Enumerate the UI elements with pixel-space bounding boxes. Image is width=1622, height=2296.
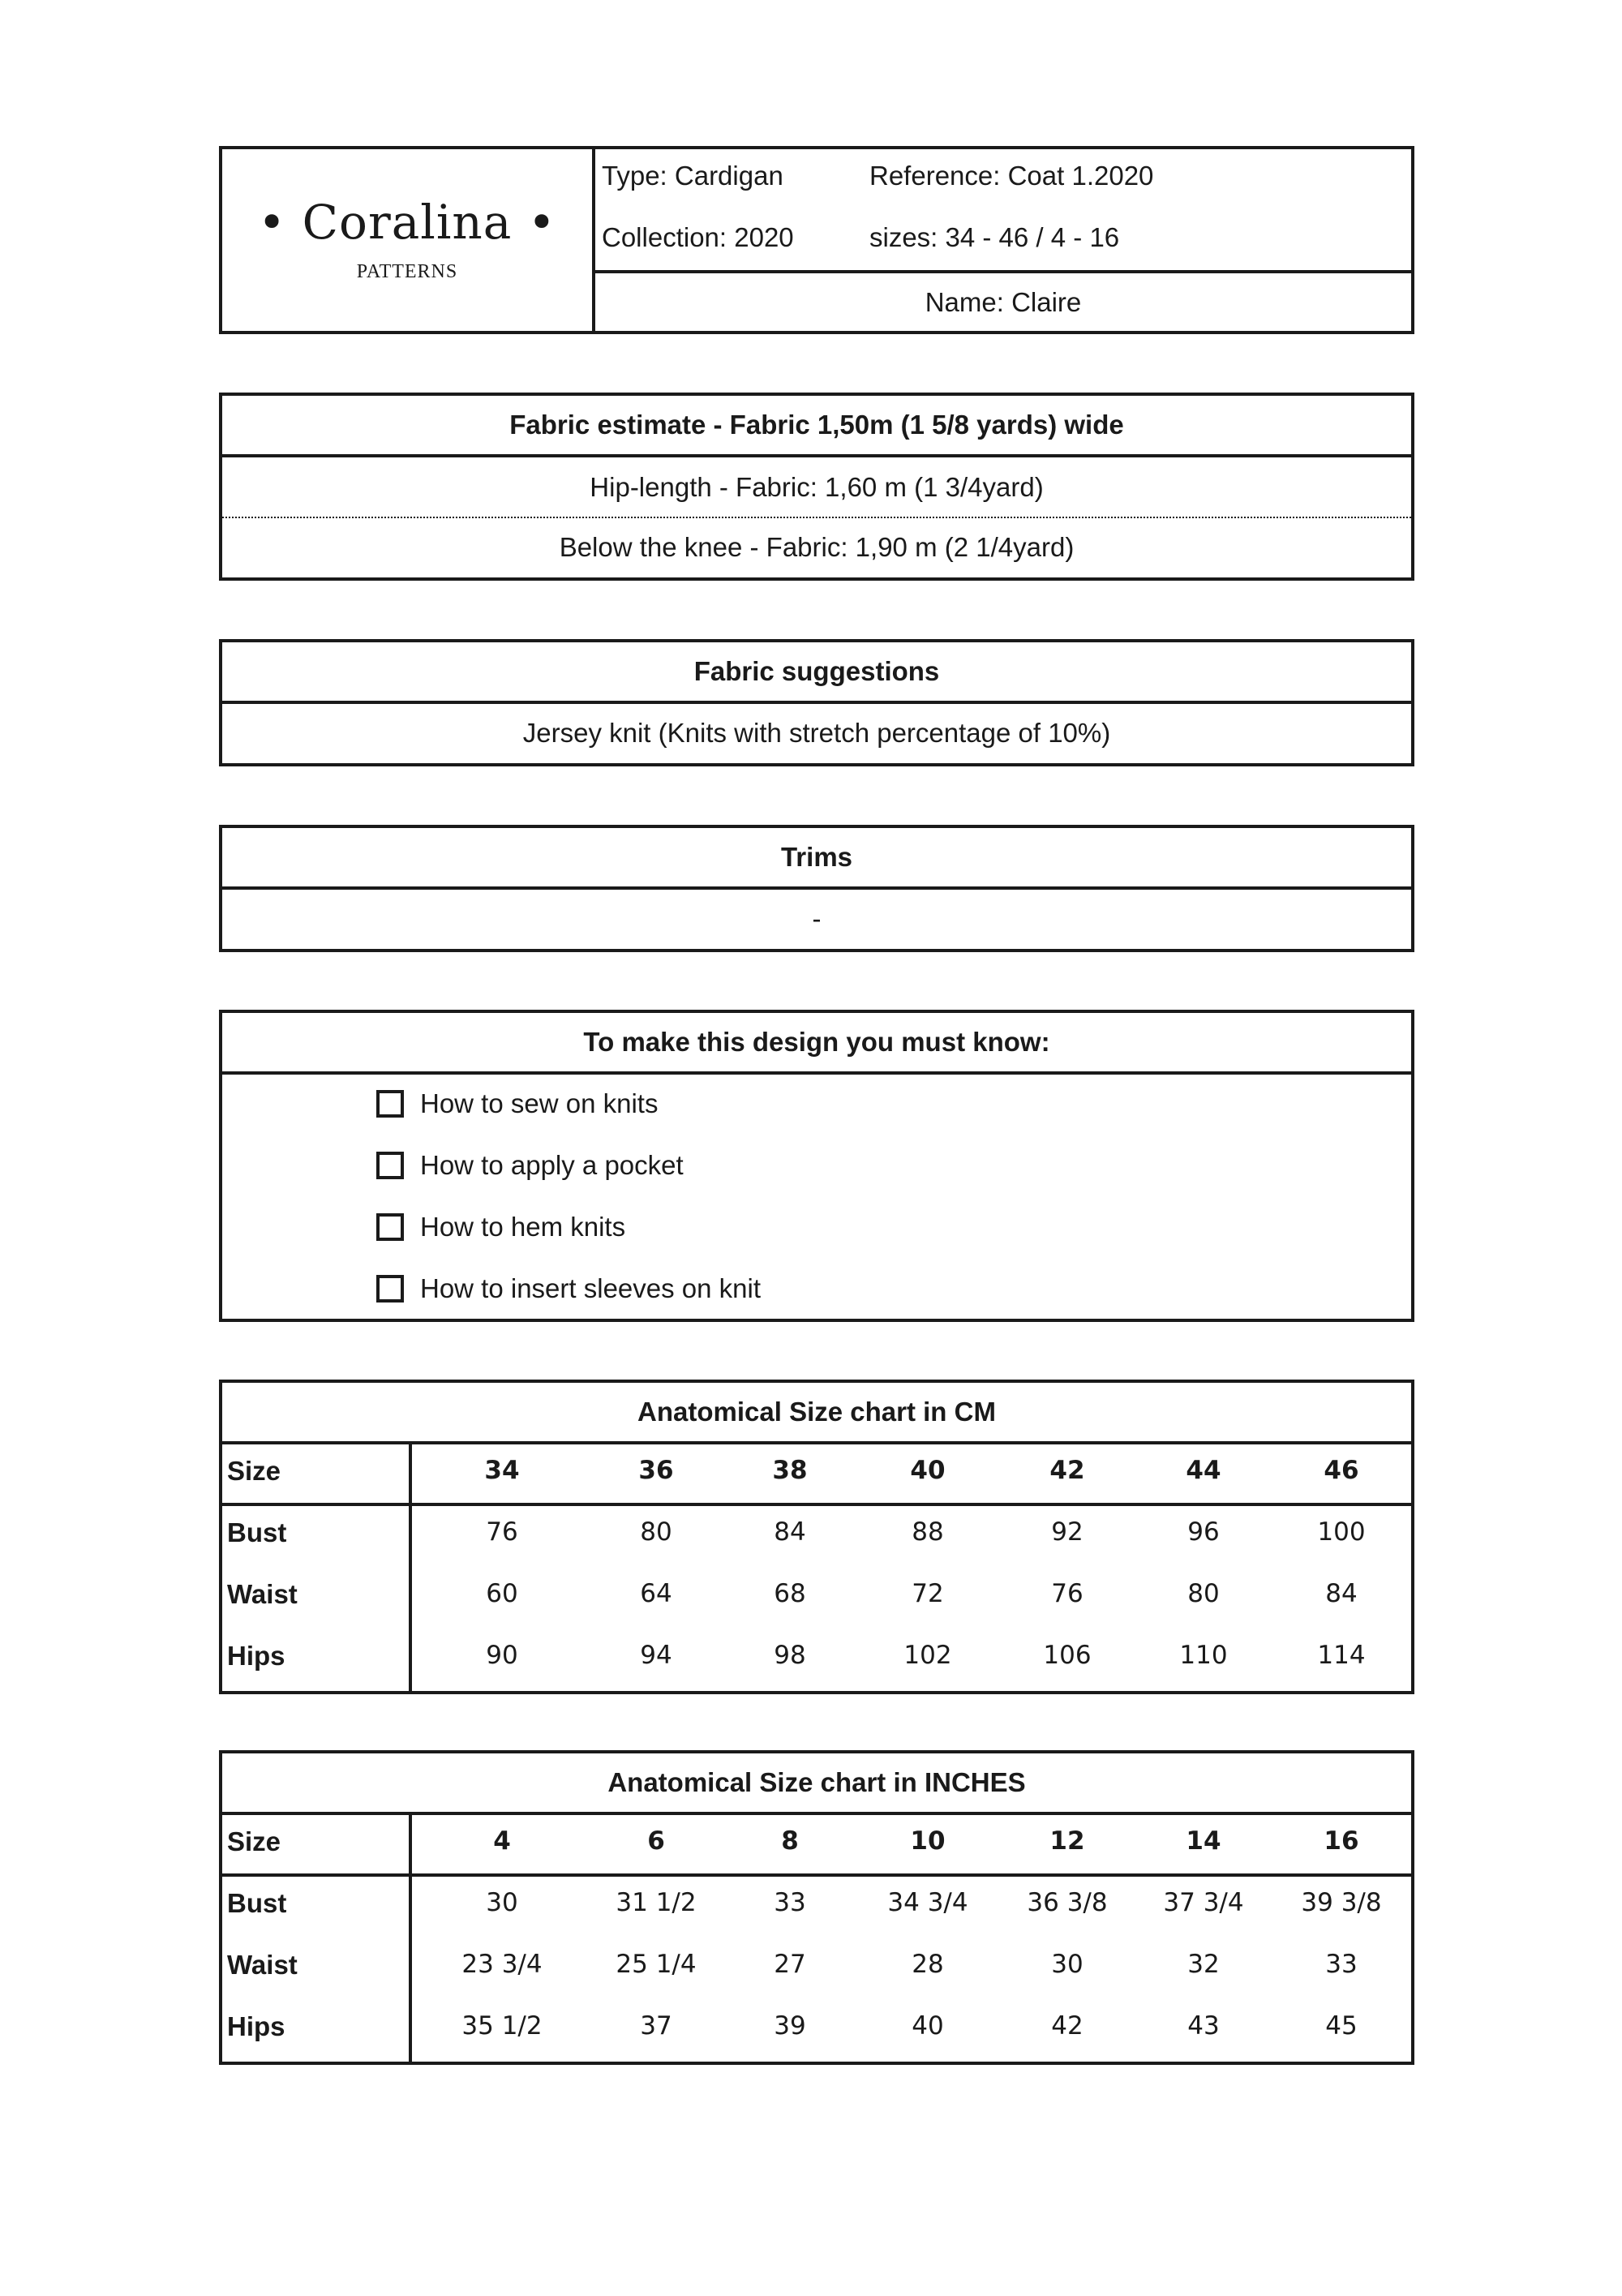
size-chart-cm-grid bbox=[222, 1444, 1411, 1691]
measurement-cell: 36 3/8 bbox=[1027, 1888, 1108, 1917]
fabric-estimate-row: Below the knee - Fabric: 1,90 m (2 1/4yard) bbox=[559, 532, 1075, 562]
checklist-item-label: How to hem knits bbox=[420, 1212, 626, 1242]
measurement-cell: 27 bbox=[774, 1950, 806, 1979]
measurement-cell: 39 bbox=[774, 2011, 806, 2041]
row-label-size: Size bbox=[227, 1456, 281, 1486]
pattern-name: Name: Claire bbox=[925, 286, 1082, 317]
measurement-cell: 80 bbox=[1187, 1579, 1220, 1608]
size-header-cell: 12 bbox=[1049, 1826, 1085, 1856]
fabric-estimate-table bbox=[219, 393, 1414, 581]
measurement-cell: 23 3/4 bbox=[461, 1950, 543, 1979]
measurement-cell: 106 bbox=[1043, 1641, 1092, 1670]
measurement-cell: 92 bbox=[1051, 1517, 1083, 1547]
checkbox[interactable] bbox=[376, 1152, 404, 1179]
measurement-cell: 40 bbox=[912, 2011, 944, 2041]
checklist-item-label: How to apply a pocket bbox=[420, 1150, 684, 1180]
type-label: Type: Cardigan bbox=[602, 161, 783, 191]
checklist-item-label: How to insert sleeves on knit bbox=[420, 1273, 762, 1303]
measurement-cell: 42 bbox=[1051, 2011, 1083, 2041]
measurement-cell: 94 bbox=[640, 1641, 672, 1670]
size-header-cell: 8 bbox=[781, 1826, 799, 1856]
skills-checklist bbox=[219, 1010, 1414, 1322]
measurement-cell: 35 1/2 bbox=[461, 2011, 543, 2041]
row-label-bust: Bust bbox=[227, 1888, 287, 1918]
logo-brand-name: • Coralina • bbox=[258, 195, 556, 250]
size-header-cell: 34 bbox=[484, 1456, 520, 1485]
row-label-size: Size bbox=[227, 1826, 281, 1856]
trims-text: - bbox=[812, 903, 822, 933]
size-header-cell: 4 bbox=[493, 1826, 511, 1856]
measurement-cell: 76 bbox=[486, 1517, 518, 1547]
checklist-item[interactable] bbox=[376, 1079, 658, 1128]
size-header-cell: 44 bbox=[1186, 1456, 1221, 1485]
measurement-cell: 39 3/8 bbox=[1301, 1888, 1382, 1917]
measurement-cell: 33 bbox=[774, 1888, 806, 1917]
measurement-cell: 96 bbox=[1187, 1517, 1220, 1547]
measurement-cell: 28 bbox=[912, 1950, 944, 1979]
checkbox[interactable] bbox=[376, 1213, 404, 1241]
sizes-label: sizes: 34 - 46 / 4 - 16 bbox=[869, 222, 1120, 252]
logo bbox=[222, 149, 595, 331]
checkbox[interactable] bbox=[376, 1090, 404, 1118]
measurement-cell: 88 bbox=[912, 1517, 944, 1547]
measurement-cell: 110 bbox=[1179, 1641, 1228, 1670]
size-header-cell: 16 bbox=[1324, 1826, 1359, 1856]
logo-subtitle: PATTERNS bbox=[356, 261, 458, 282]
measurement-cell: 30 bbox=[486, 1888, 518, 1917]
size-header-cell: 46 bbox=[1324, 1456, 1359, 1485]
size-chart-cm bbox=[219, 1380, 1414, 1694]
measurement-cell: 98 bbox=[774, 1641, 806, 1670]
pattern-header bbox=[219, 146, 1414, 334]
size-chart-inches bbox=[219, 1750, 1414, 2065]
measurement-cell: 30 bbox=[1051, 1950, 1083, 1979]
checklist-item[interactable] bbox=[376, 1264, 761, 1313]
measurement-cell: 43 bbox=[1187, 2011, 1220, 2041]
row-label-waist: Waist bbox=[227, 1579, 298, 1609]
measurement-cell: 32 bbox=[1187, 1950, 1220, 1979]
checklist-item[interactable] bbox=[376, 1203, 625, 1251]
fabric-estimate-row: Hip-length - Fabric: 1,60 m (1 3/4yard) bbox=[222, 457, 1411, 518]
measurement-cell: 45 bbox=[1325, 2011, 1358, 2041]
size-chart-inches-grid bbox=[222, 1815, 1411, 2062]
measurement-cell: 25 1/4 bbox=[616, 1950, 697, 1979]
size-header-cell: 14 bbox=[1186, 1826, 1221, 1856]
size-chart-cm-title: Anatomical Size chart in CM bbox=[222, 1383, 1411, 1444]
measurement-cell: 37 3/4 bbox=[1163, 1888, 1244, 1917]
measurement-cell: 84 bbox=[1325, 1579, 1358, 1608]
size-header-cell: 38 bbox=[772, 1456, 808, 1485]
skills-title: To make this design you must know: bbox=[222, 1013, 1411, 1075]
measurement-cell: 100 bbox=[1317, 1517, 1366, 1547]
row-label-hips: Hips bbox=[227, 2011, 285, 2041]
size-header-cell: 40 bbox=[910, 1456, 946, 1485]
size-header-cell: 36 bbox=[638, 1456, 674, 1485]
size-header-cell: 42 bbox=[1049, 1456, 1085, 1485]
fabric-suggestions-title: Fabric suggestions bbox=[222, 642, 1411, 704]
measurement-cell: 37 bbox=[640, 2011, 672, 2041]
measurement-cell: 60 bbox=[486, 1579, 518, 1608]
checklist-item[interactable] bbox=[376, 1141, 684, 1190]
checkbox[interactable] bbox=[376, 1275, 404, 1302]
measurement-cell: 90 bbox=[486, 1641, 518, 1670]
measurement-cell: 72 bbox=[912, 1579, 944, 1608]
size-header-cell: 10 bbox=[910, 1826, 946, 1856]
size-header-cell: 6 bbox=[647, 1826, 665, 1856]
collection-label: Collection: 2020 bbox=[602, 222, 794, 252]
row-label-bust: Bust bbox=[227, 1517, 287, 1547]
measurement-cell: 80 bbox=[640, 1517, 672, 1547]
trims-title: Trims bbox=[222, 828, 1411, 890]
reference-label: Reference: Coat 1.2020 bbox=[869, 161, 1154, 191]
measurement-cell: 84 bbox=[774, 1517, 806, 1547]
measurement-cell: 114 bbox=[1317, 1641, 1366, 1670]
checklist-item-label: How to sew on knits bbox=[420, 1088, 659, 1118]
fabric-estimate-title: Fabric estimate - Fabric 1,50m (1 5/8 yards) wide bbox=[222, 396, 1411, 457]
measurement-cell: 31 1/2 bbox=[616, 1888, 697, 1917]
measurement-cell: 102 bbox=[903, 1641, 952, 1670]
measurement-cell: 76 bbox=[1051, 1579, 1083, 1608]
measurement-cell: 33 bbox=[1325, 1950, 1358, 1979]
size-chart-inches-title: Anatomical Size chart in INCHES bbox=[222, 1753, 1411, 1815]
trims-table bbox=[219, 825, 1414, 952]
measurement-cell: 34 3/4 bbox=[887, 1888, 968, 1917]
measurement-cell: 68 bbox=[774, 1579, 806, 1608]
row-label-waist: Waist bbox=[227, 1950, 298, 1980]
row-label-hips: Hips bbox=[227, 1641, 285, 1671]
measurement-cell: 64 bbox=[640, 1579, 672, 1608]
fabric-suggestions-text: Jersey knit (Knits with stretch percentage of 10%) bbox=[522, 718, 1111, 748]
fabric-suggestions-table bbox=[219, 639, 1414, 766]
